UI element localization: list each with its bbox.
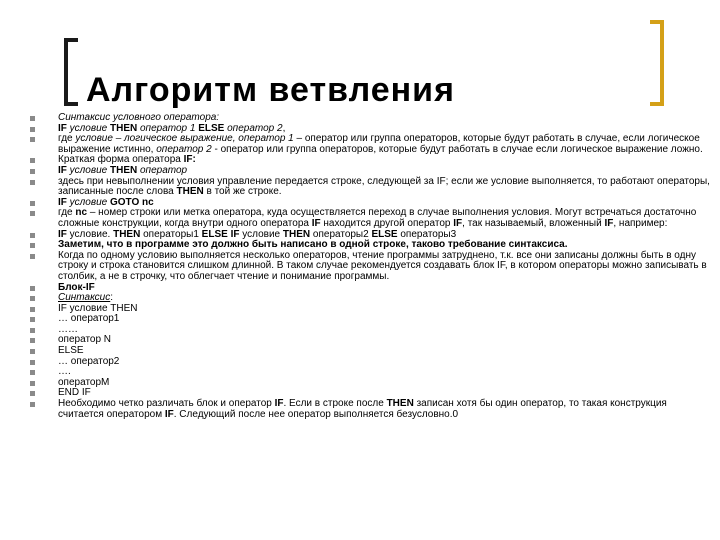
content-list [30, 113, 710, 420]
bullet-item [30, 314, 710, 325]
bullet-text: ELSE IF [201, 228, 240, 240]
bullet-text: Необходимо четко различать блок и оператор [58, 398, 275, 410]
bullet-text: IF [311, 217, 321, 229]
bullet-text: THEN [110, 122, 140, 134]
bullet-item [30, 367, 710, 378]
bullet-text: IF [274, 398, 284, 410]
bullet-text: оператор N [58, 334, 112, 346]
bullet-text: операторM [58, 376, 110, 388]
bullet-text: …… [58, 323, 78, 335]
bullet-text: IF: [183, 154, 196, 166]
bullet-item [30, 134, 710, 155]
bullet-text: THEN [282, 228, 311, 240]
bullet-item [30, 346, 710, 357]
bullet-item [30, 335, 710, 346]
bullet-text: ELSE [371, 228, 398, 240]
bullet-text: THEN [386, 398, 414, 410]
bullet-text: THEN [176, 186, 204, 198]
bullet-text: записан хотя бы один оператор, то такая конструкция считается оператором [58, 398, 667, 420]
bullet-text: Синтаксис условного оператора: [58, 112, 220, 123]
bullet-text: GOTO nc [110, 196, 154, 208]
bullet-text: операторы3 [397, 228, 457, 240]
title-bracket-right [650, 20, 664, 106]
bullet-text: оператор 2 [156, 143, 212, 155]
bullet-text: Синтаксис [58, 292, 111, 304]
bullet-text: ELSE [198, 122, 228, 134]
bullet-item [30, 357, 710, 368]
bullet-text: находится другой оператор [320, 217, 454, 229]
slide-title: Алгоритм ветвления [86, 71, 455, 109]
bullet-text: где [58, 133, 76, 145]
bullet-text: , [282, 122, 286, 134]
bullet-text: … оператор2 [58, 355, 120, 367]
bullet-text: IF [58, 122, 70, 134]
bullet-text: IF [58, 196, 70, 208]
bullet-text: операторы2 [310, 228, 372, 240]
bullet-text: IF [58, 164, 70, 176]
bullet-text: Блок-IF [58, 281, 95, 293]
bullet-text: END IF [58, 387, 91, 399]
bullet-text: ELSE [58, 345, 84, 357]
bullet-text: nc [75, 207, 88, 219]
bullet-text: …. [58, 366, 71, 378]
bullet-text: операторы1 [140, 228, 202, 240]
bullet-text: здесь при невыполнении условия управление передается строке, следующей за IF; если же условие выполняется, то работают операторы, записанные после слова [58, 175, 710, 198]
bullet-text: условие. [66, 228, 114, 240]
bullet-item [30, 251, 710, 283]
bullet-item [30, 399, 710, 420]
bullet-text: IF условие THEN [58, 302, 138, 314]
bullet-text: Заметим, что в программе это должно быть написано в одной строке, таково требование синтаксиса. [58, 239, 568, 251]
bullet-text: условие – логическое выражение, оператор 1 [75, 133, 294, 145]
title-bracket-left [64, 38, 78, 106]
bullet-text: . Следующий после нее оператор выполняется безусловно.0 [173, 408, 459, 420]
bullet-text: оператор [140, 164, 188, 176]
bullet-text: , так называемый, вложенный [462, 217, 605, 229]
bullet-text: , например: [613, 217, 668, 229]
bullet-text: условие [69, 122, 110, 134]
bullet-item [30, 177, 710, 198]
bullet-item [30, 208, 710, 229]
bullet-text: где [58, 207, 76, 219]
bullet-item [30, 325, 710, 336]
bullet-item [30, 283, 710, 294]
bullet-text: … оператор1 [58, 313, 120, 325]
bullet-text: : [110, 292, 114, 304]
bullet-text: оператор 2 [227, 122, 283, 134]
bullet-text: условие [69, 196, 110, 208]
bullet-text: . Если в строке после [283, 398, 387, 410]
bullet-item [30, 378, 710, 389]
bullet-text: в той же строке. [203, 186, 282, 198]
bullet-text: IF [453, 217, 463, 229]
bullet-text: – номер строки или метка оператора, куда осуществляется переход в случае выполнения условия. Могут встречаться достаточно сложные конструкции, когда внутри одного оператора [58, 207, 697, 229]
bullet-text: THEN [110, 164, 140, 176]
bullet-text: условие [69, 164, 110, 176]
bullet-text: оператор 1 [140, 122, 199, 134]
bullet-text: условие [239, 228, 283, 240]
bullet-text: – оператор или группа операторов, которые будут работать в случае, если логическое выражение истинно, [58, 133, 700, 155]
bullet-text: IF [58, 228, 67, 240]
bullet-text: THEN [113, 228, 141, 240]
bullet-text: IF [164, 408, 174, 420]
bullet-text: IF [604, 217, 614, 229]
bullet-item [30, 304, 710, 315]
bullet-text: - оператор или группа операторов, которые будут работать в случае если логическое выражение ложно. [211, 143, 703, 155]
bullet-text: Краткая форма оператора [58, 154, 184, 166]
bullet-text: Когда по одному условию выполняется несколько операторов, чтение программы затруднено, т.к. все они записаны должны быть в одну строку и строка становится слишком длинной. В таком случае рекомендуется создавать блок IF, в котором операторы можно записывать в столбик, а не в строчку, что облегчает чтение и понимание программы. [58, 249, 707, 282]
